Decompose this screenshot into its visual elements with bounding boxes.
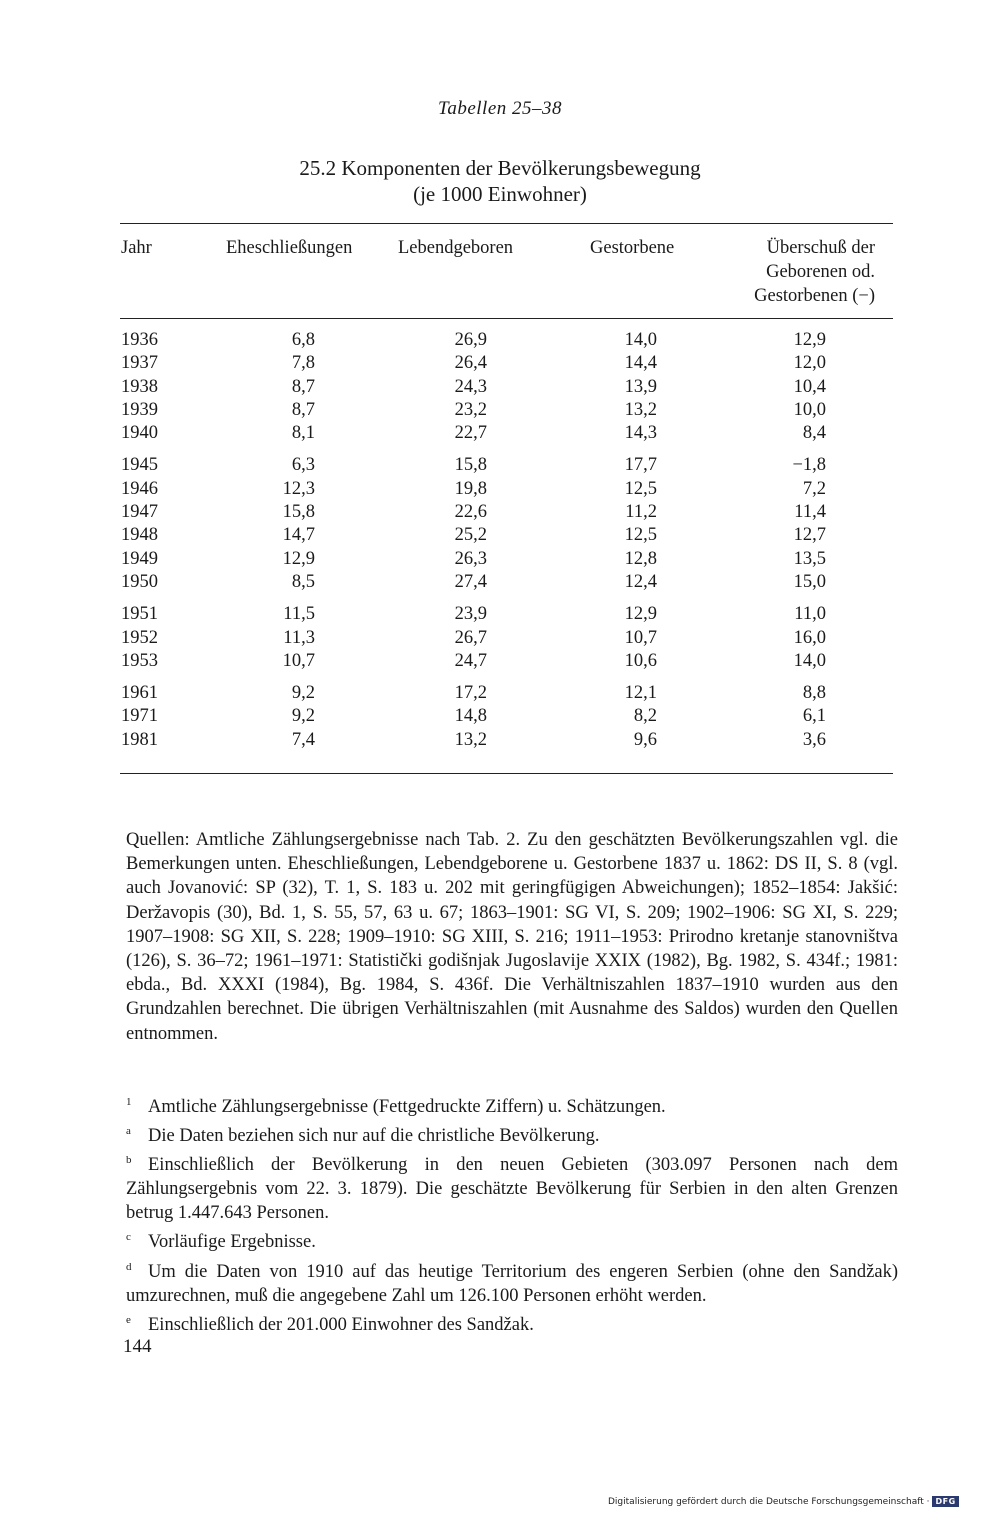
cell-eheschliessungen: 8,1 bbox=[291, 423, 315, 444]
header-ueberschuss-line1: Überschuß der bbox=[766, 238, 875, 258]
sources-paragraph: Quellen: Amtliche Zählungsergebnisse nach Tab. 2. Zu den geschätzten Bevölkerungszahlen vgl. die Bemerkungen unten. Eheschließungen, Lebendgeborene u. Gestorbene 1837 u. 1862: DS II, S. 8 (vgl. auch Jovanović: SP (32), T. 1, S. 183 u. 202 mit geringfügigen Abweichungen); 1852–1854: Jakšić: Deržavopis (30), Bd. 1, S. 55, 57, 63 u. 67; 1863–1901: SG VI, S. 209; 1902–1906: SG XI, S. 229; 1907–1908: SG XII, S. 228; 1909–1910: SG XIII, S. 216; 1911–1953: Prirodno kretanje stanovništva (126), S. 36–72; 1961–1971: Statistički godišnjak Jugoslavije XXIX (1982), Bg. 1982, S. 434f.; 1981: ebda., Bd. XXXI (1984), Bg. 1984, S. 436f. Die Verhältniszahlen 1837–1910 wurden aus den Grundzahlen berechnet. Die übrigen Verhältniszahlen (mit Ausnahme des Saldos) wurden den Quellen entnommen. bbox=[126, 830, 898, 1044]
cell-lebendgeborene: 22,7 bbox=[454, 423, 487, 444]
cell-gestorbene: 17,7 bbox=[624, 455, 657, 476]
cell-gestorbene: 13,2 bbox=[624, 399, 657, 420]
header-ueberschuss-line3: Gestorbenen (−) bbox=[754, 286, 875, 306]
cell-gestorbene: 12,5 bbox=[624, 525, 657, 546]
table-row bbox=[0, 400, 1000, 423]
cell-gestorbene: 12,9 bbox=[624, 604, 657, 625]
cell-eheschliessungen: 8,7 bbox=[291, 376, 315, 397]
footnote-mark: c bbox=[126, 1231, 131, 1244]
cell-ueberschuss: 3,6 bbox=[802, 729, 826, 750]
cell-gestorbene: 9,6 bbox=[633, 729, 657, 750]
cell-jahr: 1937 bbox=[121, 353, 158, 374]
footnote-text: Die Daten beziehen sich nur auf die christliche Bevölkerung. bbox=[148, 1126, 600, 1147]
table-title-line2: (je 1000 Einwohner) bbox=[413, 182, 587, 206]
cell-lebendgeborene: 26,7 bbox=[454, 627, 487, 648]
cell-gestorbene: 14,3 bbox=[624, 423, 657, 444]
cell-gestorbene: 10,7 bbox=[624, 627, 657, 648]
cell-eheschliessungen: 6,8 bbox=[291, 330, 315, 350]
footnote-text: Einschließlich der 201.000 Einwohner des Sandžak. bbox=[148, 1314, 534, 1335]
header-eheschliessungen: Eheschließungen bbox=[226, 238, 353, 258]
table-body bbox=[0, 330, 1000, 753]
cell-lebendgeborene: 17,2 bbox=[454, 683, 487, 704]
cell-lebendgeborene: 19,8 bbox=[454, 478, 487, 499]
cell-jahr: 1951 bbox=[121, 604, 158, 625]
cell-ueberschuss: 12,0 bbox=[793, 353, 826, 374]
cell-ueberschuss: 12,7 bbox=[793, 525, 826, 546]
cell-lebendgeborene: 22,6 bbox=[454, 502, 487, 523]
footnote-text: Um die Daten von 1910 auf das heutige Territorium des engeren Serbien (ohne den Sandžak) umzurechnen, muß die angegebene Zahl um 126.100 Personen erhöht werden. bbox=[126, 1261, 898, 1306]
table-row bbox=[0, 455, 1000, 478]
cell-lebendgeborene: 25,2 bbox=[454, 525, 487, 546]
cell-ueberschuss: 13,5 bbox=[793, 548, 826, 569]
table-row bbox=[0, 628, 1000, 651]
cell-lebendgeborene: 24,3 bbox=[454, 376, 487, 397]
cell-jahr: 1948 bbox=[121, 525, 158, 546]
footer-credit bbox=[608, 1496, 959, 1507]
footnote-mark: e bbox=[126, 1313, 131, 1326]
table-row bbox=[0, 502, 1000, 525]
table-row bbox=[0, 572, 1000, 595]
footnotes bbox=[126, 1090, 898, 1337]
cell-ueberschuss: 12,9 bbox=[793, 330, 826, 350]
footnote-text: Einschließlich der Bevölkerung in den neuen Gebieten (303.097 Personen nach dem Zählungsergebnis vom 22. 3. 1879). Die geschätzte Bevölkerung für Serbien in den alten Grenzen betrug 1.447.643 Personen. bbox=[126, 1155, 898, 1224]
cell-jahr: 1971 bbox=[121, 706, 158, 727]
table-row bbox=[0, 651, 1000, 674]
table-bottom-rule bbox=[120, 773, 893, 774]
table-title bbox=[0, 155, 1000, 207]
header-jahr: Jahr bbox=[121, 238, 152, 258]
cell-ueberschuss: 11,4 bbox=[794, 502, 826, 523]
header-gestorbene: Gestorbene bbox=[590, 238, 675, 258]
cell-jahr: 1953 bbox=[121, 650, 158, 671]
cell-lebendgeborene: 15,8 bbox=[454, 455, 487, 476]
cell-ueberschuss: 8,8 bbox=[802, 683, 826, 704]
cell-ueberschuss: 16,0 bbox=[793, 627, 826, 648]
table-title-line1: 25.2 Komponenten der Bevölkerungsbewegung bbox=[299, 156, 701, 180]
cell-gestorbene: 10,6 bbox=[624, 650, 657, 671]
cell-jahr: 1952 bbox=[121, 627, 158, 648]
table-row bbox=[0, 423, 1000, 446]
cell-eheschliessungen: 8,5 bbox=[291, 571, 315, 592]
cell-eheschliessungen: 7,8 bbox=[291, 353, 315, 374]
footnote-text: Vorläufige Ergebnisse. bbox=[148, 1232, 316, 1253]
cell-ueberschuss: 10,4 bbox=[793, 376, 826, 397]
cell-lebendgeborene: 24,7 bbox=[454, 650, 487, 671]
dfg-logo: DFG bbox=[932, 1496, 958, 1507]
cell-ueberschuss: 11,0 bbox=[794, 604, 826, 625]
table-row bbox=[0, 706, 1000, 729]
cell-gestorbene: 13,9 bbox=[624, 376, 657, 397]
cell-eheschliessungen: 12,3 bbox=[282, 478, 315, 499]
cell-ueberschuss: 6,1 bbox=[802, 706, 826, 727]
header-ueberschuss bbox=[720, 236, 875, 308]
table-row bbox=[0, 549, 1000, 572]
footnote bbox=[126, 1308, 898, 1337]
cell-lebendgeborene: 23,2 bbox=[454, 399, 487, 420]
header-ueberschuss-line2: Geborenen od. bbox=[766, 262, 875, 282]
cell-ueberschuss: 7,2 bbox=[802, 478, 826, 499]
footnote-text: Amtliche Zählungsergebnisse (Fettgedruckte Ziffern) u. Schätzungen. bbox=[148, 1097, 666, 1118]
footnote bbox=[126, 1255, 898, 1308]
footer-credit-text: Digitalisierung gefördert durch die Deutsche Forschungsgemeinschaft · bbox=[608, 1496, 930, 1507]
cell-eheschliessungen: 8,7 bbox=[291, 399, 315, 420]
cell-eheschliessungen: 14,7 bbox=[282, 525, 315, 546]
table-row bbox=[0, 353, 1000, 376]
cell-jahr: 1947 bbox=[121, 502, 158, 523]
cell-gestorbene: 12,1 bbox=[624, 683, 657, 704]
cell-jahr: 1961 bbox=[121, 683, 158, 704]
table-row bbox=[0, 377, 1000, 400]
table-row bbox=[0, 525, 1000, 548]
cell-jahr: 1949 bbox=[121, 548, 158, 569]
cell-lebendgeborene: 26,3 bbox=[454, 548, 487, 569]
cell-eheschliessungen: 15,8 bbox=[282, 502, 315, 523]
cell-jahr: 1945 bbox=[121, 455, 158, 476]
cell-eheschliessungen: 10,7 bbox=[282, 650, 315, 671]
cell-eheschliessungen: 11,3 bbox=[283, 627, 315, 648]
cell-jahr: 1950 bbox=[121, 571, 158, 592]
cell-lebendgeborene: 23,9 bbox=[454, 604, 487, 625]
footnote-mark: a bbox=[126, 1125, 131, 1138]
footnote-mark: b bbox=[126, 1154, 132, 1167]
cell-ueberschuss: 8,4 bbox=[802, 423, 826, 444]
cell-jahr: 1981 bbox=[121, 729, 158, 750]
cell-jahr: 1940 bbox=[121, 423, 158, 444]
cell-ueberschuss: 15,0 bbox=[793, 571, 826, 592]
cell-lebendgeborene: 26,4 bbox=[454, 353, 487, 374]
cell-lebendgeborene: 26,9 bbox=[454, 330, 487, 350]
cell-gestorbene: 8,2 bbox=[633, 706, 657, 727]
cell-eheschliessungen: 6,3 bbox=[291, 455, 315, 476]
table-row bbox=[0, 479, 1000, 502]
cell-ueberschuss: 14,0 bbox=[793, 650, 826, 671]
table-row bbox=[0, 683, 1000, 706]
cell-gestorbene: 14,0 bbox=[624, 330, 657, 350]
table-header-rule bbox=[120, 318, 893, 319]
cell-eheschliessungen: 12,9 bbox=[282, 548, 315, 569]
footnote bbox=[126, 1090, 898, 1119]
running-head: Tabellen 25–38 bbox=[438, 98, 562, 119]
cell-eheschliessungen: 9,2 bbox=[291, 683, 315, 704]
cell-jahr: 1946 bbox=[121, 478, 158, 499]
cell-lebendgeborene: 27,4 bbox=[454, 571, 487, 592]
cell-lebendgeborene: 13,2 bbox=[454, 729, 487, 750]
cell-ueberschuss: 10,0 bbox=[793, 399, 826, 420]
header-lebendgeborene: Lebendgeboren bbox=[398, 238, 514, 258]
footnote bbox=[126, 1119, 898, 1148]
cell-eheschliessungen: 7,4 bbox=[291, 729, 315, 750]
table-row bbox=[0, 604, 1000, 627]
table-top-rule bbox=[120, 223, 893, 224]
cell-gestorbene: 12,5 bbox=[624, 478, 657, 499]
cell-gestorbene: 11,2 bbox=[625, 502, 657, 523]
footnote bbox=[126, 1148, 898, 1225]
cell-jahr: 1938 bbox=[121, 376, 158, 397]
cell-gestorbene: 14,4 bbox=[624, 353, 657, 374]
page-number: 144 bbox=[123, 1336, 152, 1357]
table-row bbox=[0, 730, 1000, 753]
cell-gestorbene: 12,8 bbox=[624, 548, 657, 569]
cell-eheschliessungen: 11,5 bbox=[283, 604, 315, 625]
cell-eheschliessungen: 9,2 bbox=[291, 706, 315, 727]
footnote-mark: d bbox=[126, 1260, 132, 1273]
cell-lebendgeborene: 14,8 bbox=[454, 706, 487, 727]
cell-jahr: 1936 bbox=[121, 330, 158, 350]
cell-jahr: 1939 bbox=[121, 399, 158, 420]
cell-ueberschuss: −1,8 bbox=[792, 455, 826, 476]
table-row bbox=[0, 330, 1000, 353]
cell-gestorbene: 12,4 bbox=[624, 571, 657, 592]
footnote bbox=[126, 1225, 898, 1254]
footnote-mark: 1 bbox=[126, 1096, 132, 1108]
